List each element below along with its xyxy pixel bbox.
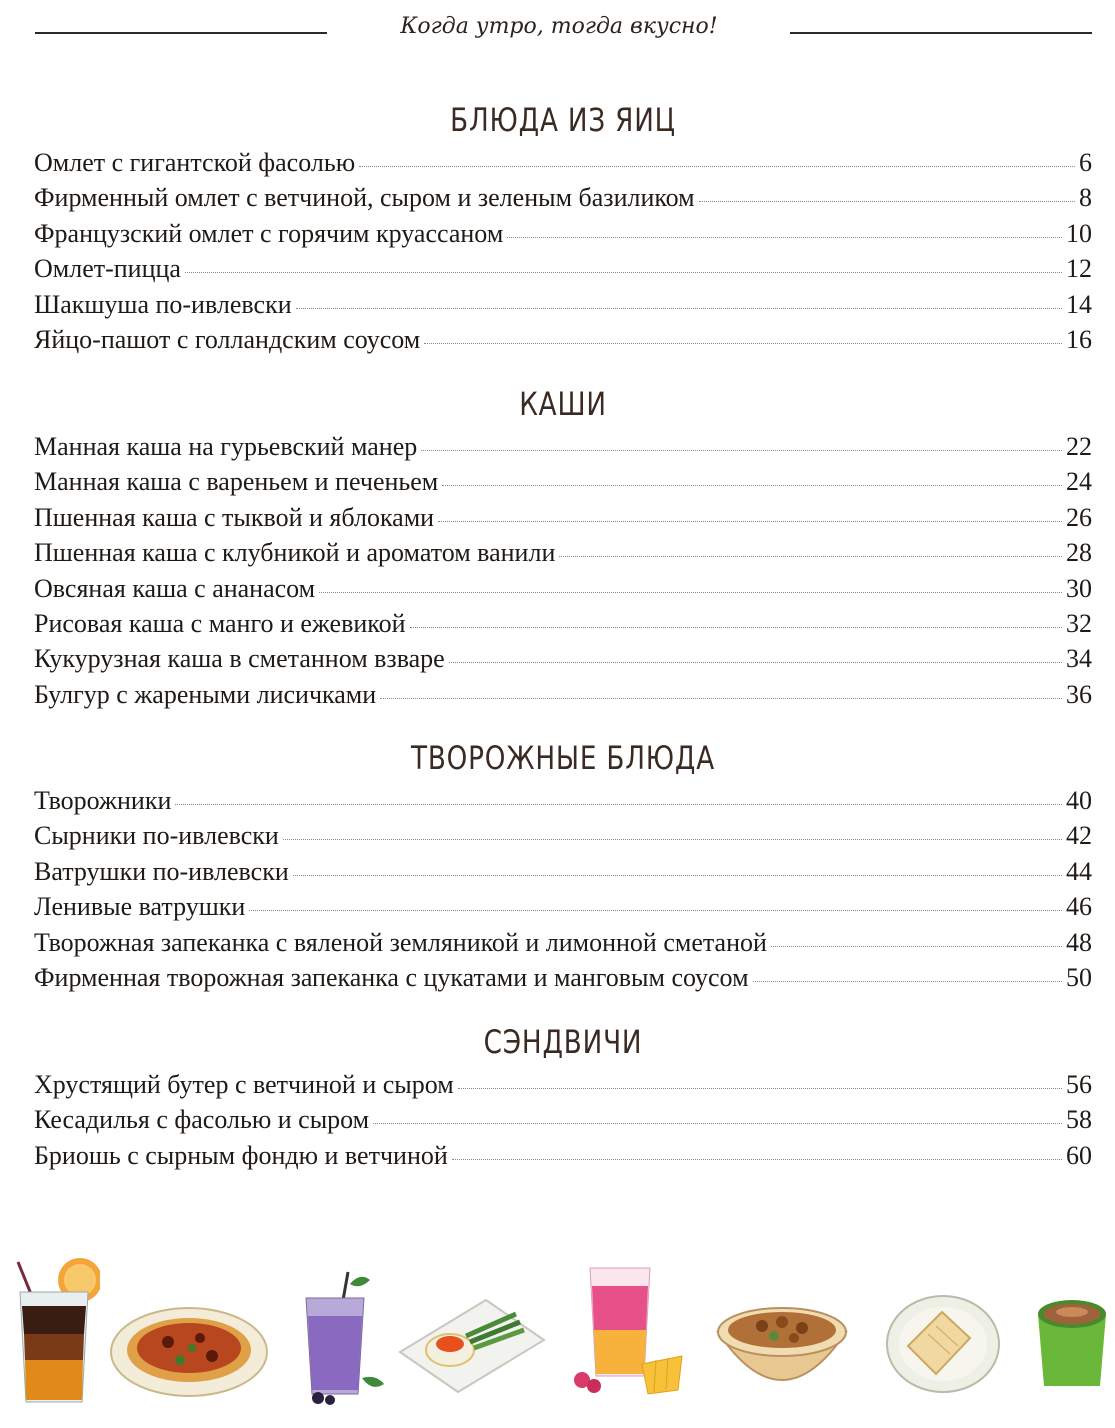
toc-entry[interactable] xyxy=(34,219,1092,254)
dot-leader xyxy=(771,946,1062,947)
dot-leader xyxy=(410,627,1062,628)
berry-smoothie-icon xyxy=(292,1266,388,1406)
toc-entry-page: 14 xyxy=(1066,289,1092,319)
toc-entry-title: Ленивые ватрушки xyxy=(34,892,246,922)
food-illustrations xyxy=(0,1250,1115,1420)
toc-entry-title: Творожники xyxy=(34,786,172,815)
toc-entry-title: Фирменный омлет с ветчиной, сыром и зеленым базиликом xyxy=(34,183,695,213)
toc-entry-page: 28 xyxy=(1066,538,1092,568)
toc-entry-title: Бриошь с сырным фондю и ветчиной xyxy=(34,1140,448,1170)
dot-leader xyxy=(699,201,1075,202)
toc-entry-page: 44 xyxy=(1066,856,1092,886)
porridge-bowl-icon xyxy=(712,1288,852,1400)
header-rule-right xyxy=(790,32,1092,34)
toc-entry-page: 6 xyxy=(1079,148,1092,177)
toc-entry[interactable] xyxy=(34,1070,1092,1105)
dot-leader xyxy=(559,556,1062,557)
toc-entry-page: 34 xyxy=(1066,644,1092,674)
toc-entry[interactable] xyxy=(34,254,1092,289)
dot-leader xyxy=(359,166,1075,167)
toc-entry-page: 58 xyxy=(1066,1105,1092,1135)
toc-entry-page: 46 xyxy=(1066,892,1092,922)
dot-leader xyxy=(373,1123,1062,1124)
toc-entry-page: 22 xyxy=(1066,432,1092,461)
toc-entry[interactable] xyxy=(34,290,1092,325)
toc-entry-title: Булгур с жареными лисичками xyxy=(34,679,377,709)
toc-entry-title: Кукурузная каша в сметанном взваре xyxy=(34,644,445,674)
toc-entry[interactable] xyxy=(34,680,1092,715)
toc-entry-title: Сырники по-ивлевски xyxy=(34,821,279,851)
toc-entry-page: 30 xyxy=(1066,573,1092,603)
toc-entry[interactable] xyxy=(34,503,1092,538)
toc-entry[interactable] xyxy=(34,538,1092,573)
toc-entry-page: 12 xyxy=(1066,254,1092,284)
section-porridge xyxy=(34,376,1092,715)
toc-entry-page: 48 xyxy=(1066,927,1092,957)
toc-entry-page: 8 xyxy=(1079,183,1092,213)
toc-entry-title: Манная каша с вареньем и печеньем xyxy=(34,467,439,497)
toc-entry-title: Хрустящий бутер с ветчиной и сыром xyxy=(34,1070,454,1099)
header-tagline: Когда утро, тогда вкусно! xyxy=(400,14,718,39)
dot-leader xyxy=(296,308,1062,309)
toc-entry-title: Пшенная каша с тыквой и яблоками xyxy=(34,502,435,532)
pizza-plate-icon xyxy=(108,1300,270,1400)
section-cottage-cheese xyxy=(34,730,1092,998)
toc-entry-title: Фирменная творожная запеканка с цукатами и манговым соусом xyxy=(34,962,749,992)
dot-leader xyxy=(293,875,1062,876)
toc-entry-page: 50 xyxy=(1066,962,1092,992)
toc-entry-title: Шакшуша по-ивлевски xyxy=(34,289,292,319)
toc-entry[interactable] xyxy=(34,325,1092,360)
toc-entry-title: Овсяная каша с ананасом xyxy=(34,573,316,603)
section-sandwiches xyxy=(34,1014,1092,1176)
dot-leader xyxy=(421,450,1062,451)
toc-entry-page: 36 xyxy=(1066,679,1092,709)
toc-entry[interactable] xyxy=(34,183,1092,218)
section-title: ТВОРОЖНЫЕ БЛЮДА xyxy=(410,739,716,777)
toc-entry-title: Омлет с гигантской фасолью xyxy=(34,148,356,177)
toc-entry-page: 10 xyxy=(1066,218,1092,248)
section-title: КАШИ xyxy=(519,385,607,423)
dot-leader xyxy=(507,237,1062,238)
dot-leader xyxy=(458,1088,1062,1089)
toc-entry-title: Кесадилья с фасолью и сыром xyxy=(34,1105,370,1135)
toc-entry[interactable] xyxy=(34,892,1092,927)
toc-entry-page: 26 xyxy=(1066,502,1092,532)
dot-leader xyxy=(442,485,1062,486)
dot-leader xyxy=(424,343,1062,344)
toc-entry[interactable] xyxy=(34,467,1092,502)
toc-entry-title: Творожная запеканка с вяленой земляникой и лимонной сметаной xyxy=(34,927,767,957)
salmon-toast-icon xyxy=(392,1290,552,1398)
toc-entry[interactable] xyxy=(34,432,1092,467)
iced-drink-icon xyxy=(10,1256,100,1406)
toc-entry-page: 42 xyxy=(1066,821,1092,851)
dot-leader xyxy=(380,698,1062,699)
toc-entry-title: Манная каша на гурьевский манер xyxy=(34,432,418,461)
dot-leader xyxy=(452,1159,1062,1160)
toc-entry[interactable] xyxy=(34,609,1092,644)
toc-entry-title: Яйцо-пашот с голландским соусом xyxy=(34,324,421,354)
toc-entry-title: Омлет-пицца xyxy=(34,254,181,284)
dot-leader xyxy=(438,521,1062,522)
toc-entry[interactable] xyxy=(34,1105,1092,1140)
toc-entry-title: Ватрушки по-ивлевски xyxy=(34,856,289,886)
toc-entry[interactable] xyxy=(34,963,1092,998)
toc-entry[interactable] xyxy=(34,786,1092,821)
toc-entry-page: 60 xyxy=(1066,1140,1092,1170)
toc-entry-page: 56 xyxy=(1066,1070,1092,1099)
toc-entry[interactable] xyxy=(34,148,1092,183)
dot-leader xyxy=(185,272,1062,273)
toc-entry[interactable] xyxy=(34,821,1092,856)
header-rule-left xyxy=(35,32,327,34)
toc-entry[interactable] xyxy=(34,857,1092,892)
dot-leader xyxy=(249,910,1062,911)
quesadilla-plate-icon xyxy=(884,1290,1002,1396)
toc-entry-title: Рисовая каша с манго и ежевикой xyxy=(34,608,406,638)
dot-leader xyxy=(319,592,1062,593)
toc-entry-page: 40 xyxy=(1066,786,1092,815)
fruit-juice-icon xyxy=(560,1260,690,1400)
toc-entry[interactable] xyxy=(34,644,1092,679)
section-title: СЭНДВИЧИ xyxy=(483,1023,643,1061)
toc-entry-page: 16 xyxy=(1066,324,1092,354)
toc-entry-page: 32 xyxy=(1066,608,1092,638)
toc-entry-title: Французский омлет с горячим круассаном xyxy=(34,218,504,248)
dot-leader xyxy=(175,804,1062,805)
section-title: БЛЮДА ИЗ ЯИЦ xyxy=(450,101,676,139)
dot-leader xyxy=(283,839,1062,840)
dot-leader xyxy=(449,662,1062,663)
dot-leader xyxy=(753,981,1062,982)
toc-entry[interactable] xyxy=(34,574,1092,609)
coffee-cup-icon xyxy=(1030,1290,1115,1390)
section-eggs xyxy=(34,92,1092,360)
toc-entry[interactable] xyxy=(34,928,1092,963)
toc-entry-title: Пшенная каша с клубникой и ароматом ванили xyxy=(34,538,556,568)
toc-entry-page: 24 xyxy=(1066,467,1092,497)
toc-entry[interactable] xyxy=(34,1141,1092,1176)
